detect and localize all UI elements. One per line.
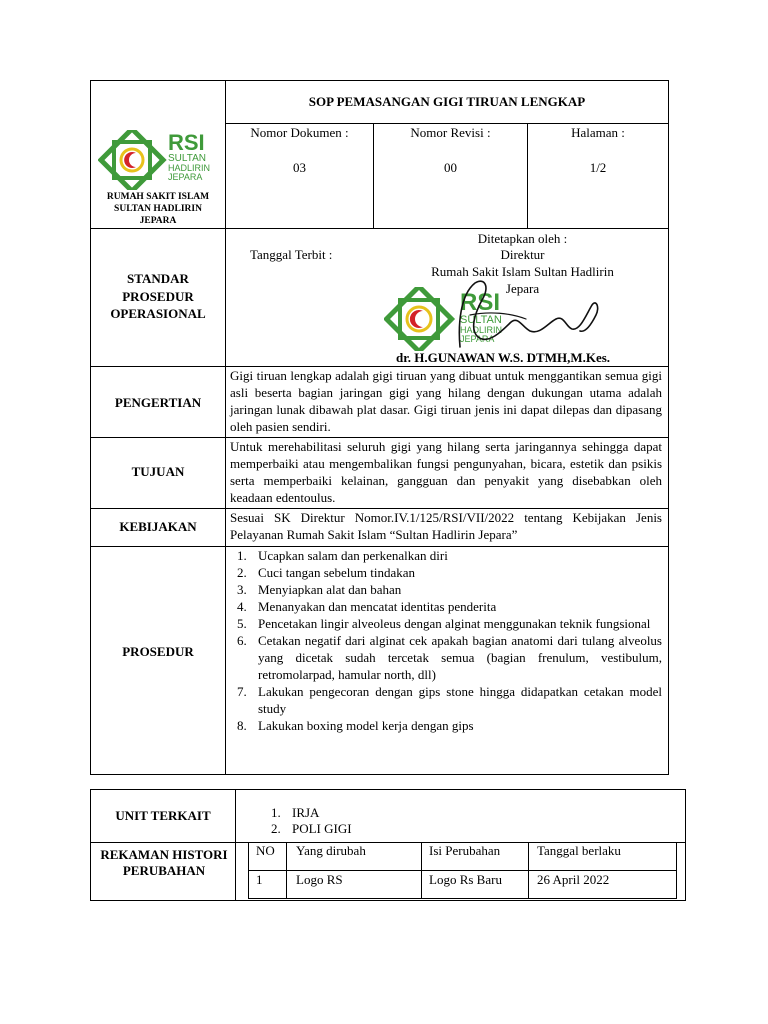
prosedur-step-text: Lakukan boxing model kerja dengan gips	[258, 718, 474, 733]
history-cell-content: Logo Rs Baru	[429, 872, 502, 887]
history-header-date: Tanggal berlaku	[537, 843, 621, 858]
page-label: Halaman :	[571, 125, 625, 140]
logo-text-big: RSI	[168, 130, 205, 155]
logo-text-line3: JEPARA	[168, 172, 203, 182]
sop-title: SOP PEMASANGAN GIGI TIRUAN LENGKAP	[308, 94, 586, 109]
hospital-logo	[98, 130, 220, 190]
unit-item: IRJA	[292, 805, 320, 820]
stamp-text-line2: HADLIRIN	[460, 325, 503, 335]
list-item: 1. Ucapkan salam dan perkenalkan diri	[237, 548, 448, 563]
unit-label: UNIT TERKAIT	[115, 808, 211, 823]
history-cell-date: 26 April 2022	[537, 872, 610, 887]
list-item: 3. Menyiapkan alat dan bahan	[237, 582, 402, 597]
logo-text-line2: HADLIRIN	[168, 163, 211, 173]
doc-number-label: Nomor Dokumen :	[250, 125, 349, 140]
prosedur-label: PROSEDUR	[122, 644, 194, 659]
history-header-no: NO	[256, 843, 275, 858]
approved-by-line4: Jepara	[505, 281, 540, 296]
stamp-text-line1: SULTAN	[460, 314, 502, 326]
history-cell-no: 1	[256, 872, 263, 887]
approved-by-line2: Direktur	[500, 247, 545, 262]
page-value: 1/2	[589, 160, 607, 175]
stamp-text-big: RSI	[460, 289, 501, 316]
stamp-text-line3: JEPARA	[460, 334, 495, 344]
history-cell-changed: Logo RS	[296, 872, 343, 887]
signer-name: dr. H.GUNAWAN W.S. DTMH,M.Kes.	[396, 350, 611, 365]
prosedur-step-text: Cetakan negatif dari alginat cek apakah bagian anatomi dari tulang alveolus yang dicetak sudah tercetak semua (bagian frenulum, vestibulum, retromolarpad, hamular north, dll)	[258, 633, 662, 682]
list-item: 7. Lakukan pengecoran dengan gips stone hingga didapatkan cetakan model study	[237, 684, 662, 716]
history-header-content: Isi Perubahan	[429, 843, 501, 858]
issue-date-label: Tanggal Terbit :	[250, 247, 333, 262]
prosedur-step-text: Menanyakan dan mencatat identitas penderita	[258, 599, 497, 614]
approved-by-line3: Rumah Sakit Islam Sultan Hadlirin	[431, 264, 614, 279]
signature-icon	[430, 275, 610, 355]
doc-number-value: 03	[293, 160, 306, 175]
list-item: 6. Cetakan negatif dari alginat cek apakah bagian anatomi dari tulang alveolus yang dicetak sudah tercetak semua (bagian frenulum, vestibulum, retromolarpad, hamular north, dll)	[237, 633, 662, 682]
sop-label: STANDAR PROSEDUR OPERASIONAL	[110, 271, 206, 321]
list-item: 5. Pencetakan lingir alveoleus dengan alginat menggunakan teknik fungsional	[237, 616, 651, 631]
pengertian-text: Gigi tiruan lengkap adalah gigi tiruan yang dibuat untuk menggantikan semua gigi asli beserta bagian jaringan gigi yang hilang dengan dukungan utama adalah jaringan lunak dibawah plat dasar. Gigi tiruan jenis ini dapat dilepas dan dipasang oleh pasien sendiri.	[230, 368, 662, 434]
logo-text-line1: SULTAN	[168, 153, 206, 164]
prosedur-list	[229, 547, 662, 734]
prosedur-step-text: Lakukan pengecoran dengan gips stone hingga didapatkan cetakan model study	[258, 684, 662, 716]
list-item: 4. Menanyakan dan mencatat identitas penderita	[237, 599, 497, 614]
prosedur-step-text: Ucapkan salam dan perkenalkan diri	[258, 548, 448, 563]
kebijakan-label: KEBIJAKAN	[119, 519, 197, 534]
revision-value: 00	[444, 160, 457, 175]
unit-item: POLI GIGI	[292, 821, 352, 836]
hospital-name: RUMAH SAKIT ISLAM SULTAN HADLIRIN JEPARA	[106, 192, 210, 226]
history-header-changed: Yang dirubah	[296, 843, 366, 858]
list-item: 8. Lakukan boxing model kerja dengan gips	[237, 718, 474, 733]
tujuan-label: TUJUAN	[131, 464, 185, 479]
prosedur-step-text: Pencetakan lingir alveoleus dengan alginat menggunakan teknik fungsional	[258, 616, 651, 631]
list-item: 2. Cuci tangan sebelum tindakan	[237, 565, 416, 580]
revision-label: Nomor Revisi :	[410, 125, 491, 140]
kebijakan-text: Sesuai SK Direktur Nomor.IV.1/125/RSI/VII/2022 tentang Kebijakan Jenis Pelayanan Rumah Sakit Islam “Sultan Hadlirin Jepara”	[230, 510, 662, 542]
prosedur-step-text: Cuci tangan sebelum tindakan	[258, 565, 416, 580]
history-label: REKAMAN HISTORI PERUBAHAN	[100, 847, 228, 878]
tujuan-text: Untuk merehabilitasi seluruh gigi yang hilang serta jaringannya sehingga dapat memperbaiki atau mengembalikan fungsi pengunyahan, bicara, estetik dan psikis serta memperbaiki kelainan, gangguan dan penyakit yang disebabkan oleh keadaan edentoulus.	[230, 439, 662, 505]
approved-by-line1: Ditetapkan oleh :	[477, 231, 568, 246]
unit-item-number: 2.	[271, 821, 281, 836]
prosedur-step-text: Menyiapkan alat dan bahan	[258, 582, 402, 597]
unit-item-number: 1.	[271, 805, 281, 820]
pengertian-label: PENGERTIAN	[114, 395, 202, 410]
